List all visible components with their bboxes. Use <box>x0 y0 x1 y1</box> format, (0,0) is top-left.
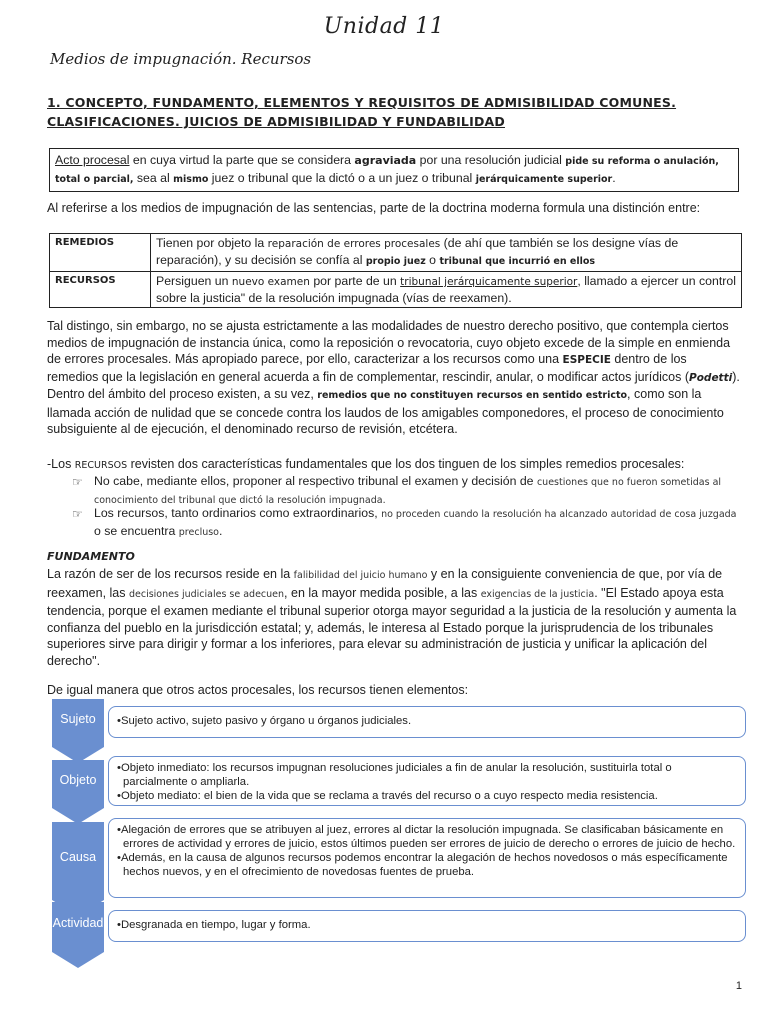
objeto-chevron: Objeto <box>52 760 104 808</box>
page-number: 1 <box>735 980 742 992</box>
fundamento-heading: FUNDAMENTO <box>47 550 135 563</box>
definition-box: Acto procesal en cuya virtud la parte que se considera agraviada por una resolución judicial pide su reforma o anulación, total o parcial, sea al mismo juez o tribunal que la dictó o a un juez o tribunal jerárquicamente superior. <box>49 148 739 192</box>
unit-title: Unidad 11 <box>323 14 445 39</box>
table-cell: Persiguen un nuevo examen por parte de un tribunal jerárquicamente superior, llamado a ejercer un control sobre la justicia" de la resolución impugnada (vías de reexamen). <box>151 272 742 308</box>
intro-distinction: Al referirse a los medios de impugnación de las sentencias, parte de la doctrina moderna formula una distinción entre: <box>47 201 701 215</box>
fundamento-paragraph: La razón de ser de los recursos reside en la falibilidad del juicio humano y en la consiguiente conveniencia de que, por vía de reexamen, las decisiones judiciales se adecuen, en la mayor medida posible, a las exigencias de la justicia. "El Estado apoya esta tendencia, porque el examen mediante el tribunal superior otorga mayor seguridad a la justicia de la resolución y aumenta la confianza del pueblo en la jurisdicción estatal; y, además, le interesa al Estado porque la jurisprudencia de los tribunales superiores sirve para dirigir y formar a los inferiores, para elevar su administración de justicia y unificar la aplicación del derecho". <box>47 567 737 668</box>
table-key: RECURSOS <box>50 272 151 308</box>
section-subtitle: Medios de impugnación. Recursos <box>50 50 312 68</box>
paragraph-distingo: Tal distingo, sin embargo, no se ajusta estrictamente a las modalidades de nuestro derecho positivo, que contempla ciertos medios de impugnación de instancia única, como la reposición o revocatoria, cuyo objeto excede de la simple en enmienda de errores procesales. Más apropiado parece, por ello, caracterizar a los recursos como una ESPECIE dentro de los remedios que la legislación en general acuerda a fin de complementar, rescindir, anular, o modificar actos jurídicos (Podetti). Dentro del ámbito del proceso existen, a su vez, remedios que no constituyen recursos en sentido estricto, como son la llamada acción de nulidad que se concede contra los laudos de los amigables componedores, el proceso de conocimiento subsiguiente al de ejecución, el denominado recurso de revisión, etcétera. <box>47 319 740 436</box>
hand-pointer-icon: ☞ <box>72 475 83 489</box>
causa-box: •Alegación de errores que se atribuyen al juez, errores al dictar la resolución impugnada. Se clasificaban básicamente en errores de actividad y errores de juicio, estos últimos pueden ser errores de juicio de derecho o errores de juicio de hecho. •Además, en la causa de algunos recursos podemos encontrar la alegación de hechos novedosos o más específicamente hechos nuevos, y en el ofrecimiento de novedosas fuentes de prueba. <box>108 818 746 898</box>
actividad-box: •Desgranada en tiempo, lugar y forma. <box>108 910 746 942</box>
table-row <box>50 272 742 308</box>
table-row <box>50 234 742 272</box>
hand-pointer-icon: ☞ <box>72 507 83 521</box>
sujeto-chevron: Sujeto <box>52 699 104 747</box>
elements-intro: De igual manera que otros actos procesales, los recursos tienen elementos: <box>47 683 469 697</box>
def-term: Acto procesal <box>55 153 130 167</box>
table-cell: Tienen por objeto la reparación de errores procesales (de ahí que también se los designe vías de reparación), y su decisión se confía al propio juez o tribunal que incurrió en ellos <box>151 234 742 272</box>
table-key: REMEDIOS <box>50 234 151 272</box>
list-item: ☞ Los recursos, tanto ordinarios como extraordinarios, no proceden cuando la resolución ha alcanzado autoridad de cosa juzgada o se encuentra precluso. <box>72 506 737 538</box>
remedios-recursos-table <box>49 233 742 308</box>
topic-heading: 1. CONCEPTO, FUNDAMENTO, ELEMENTOS Y REQUISITOS DE ADMISIBILIDAD COMUNES. CLASIFICACIONES. JUICIOS DE ADMISIBILIDAD Y FUNDABILIDAD <box>47 95 677 129</box>
characteristics-intro: -Los RECURSOS revisten dos características fundamentales que los dos tinguen de los simples remedios procesales: <box>47 457 685 471</box>
sujeto-box: •Sujeto activo, sujeto pasivo y órgano u órganos judiciales. <box>108 706 746 738</box>
causa-chevron: Causa <box>52 822 104 900</box>
actividad-chevron: Actividad <box>52 902 104 952</box>
list-item: ☞ No cabe, mediante ellos, proponer al respectivo tribunal el examen y decisión de cuestiones que no fueron sometidas al conocimiento del tribunal que dictó la resolución impugnada. <box>72 474 722 506</box>
objeto-box: •Objeto inmediato: los recursos impugnan resoluciones judiciales a fin de anular la resolución, sustituirla total o parcialmente o ampliarla. •Objeto mediato: el bien de la vida que se reclama a través del recurso o a cuyo respecto media resistencia. <box>108 756 746 806</box>
